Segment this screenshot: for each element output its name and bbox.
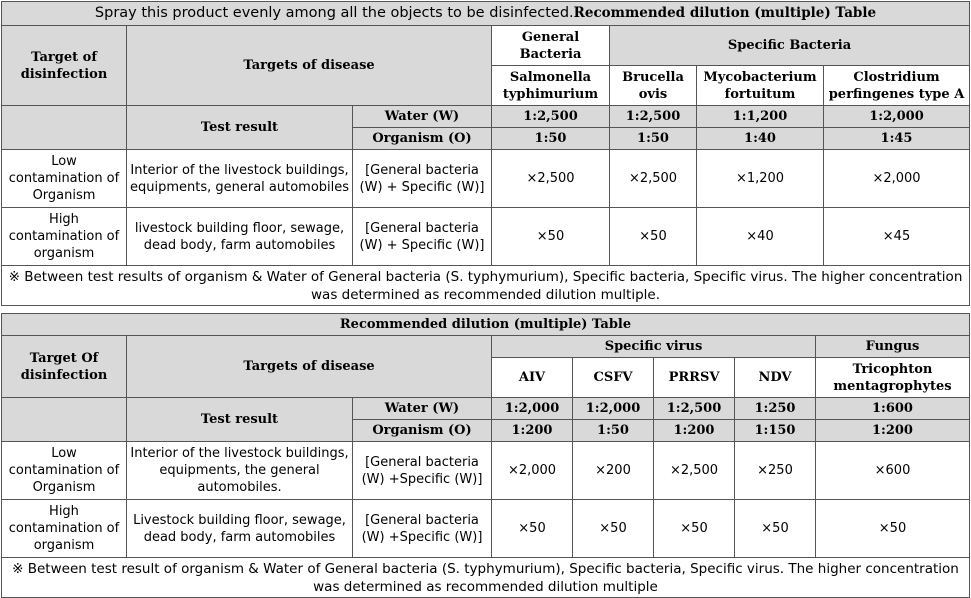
row-target: Low contamination of Organism [2, 442, 127, 500]
test-result-blank [2, 106, 127, 150]
row-value: ×2,000 [824, 150, 970, 208]
col-brucella: Brucella ovis [610, 66, 697, 106]
col-clostridium: Clostridium perfingenes type A [824, 66, 970, 106]
organism-label: Organism (O) [353, 128, 492, 150]
water-value: 1:2,000 [492, 398, 573, 420]
table2-title: Recommended dilution (multiple) Table [2, 314, 970, 336]
water-value: 1:2,500 [492, 106, 610, 128]
table-row [2, 150, 970, 208]
row-value: ×1,200 [697, 150, 824, 208]
row-value: ×50 [816, 500, 970, 558]
table2-footnote: ※ Between test result of organism & Water of General bacteria (S. typhymurium), Specific bacteria, Specific virus. The higher concentration was determined as recommended dilution multiple [2, 558, 970, 598]
row-basis: [General bacteria (W) +Specific (W)] [353, 500, 492, 558]
row-value: ×50 [492, 208, 610, 266]
organism-value: 1:50 [492, 128, 610, 150]
row-value: ×250 [735, 442, 816, 500]
specific-virus-header: Specific virus [492, 336, 816, 358]
organism-value: 1:45 [824, 128, 970, 150]
row-value: ×50 [654, 500, 735, 558]
water-value: 1:2,500 [610, 106, 697, 128]
water-value: 1:2,000 [573, 398, 654, 420]
row-value: ×2,000 [492, 442, 573, 500]
water-value: 1:1,200 [697, 106, 824, 128]
test-result-blank [2, 398, 127, 442]
general-bacteria-header: General Bacteria [492, 26, 610, 66]
fungus-header: Fungus [816, 336, 970, 358]
row-value: ×45 [824, 208, 970, 266]
dilution-table-virus-fungus [1, 313, 970, 598]
table1-title: Spray this product evenly among all the objects to be disinfected.Recommended dilution (multiple) Table [2, 2, 970, 26]
row-value: ×50 [735, 500, 816, 558]
col-aiv: AIV [492, 358, 573, 398]
target-of-disinfection-header: Target Of disinfection [2, 336, 127, 398]
row-target: High contamination of organism [2, 500, 127, 558]
row-value: ×40 [697, 208, 824, 266]
row-basis: [General bacteria (W) + Specific (W)] [353, 150, 492, 208]
row-disease: Interior of the livestock buildings, equipments, general automobiles [127, 150, 353, 208]
organism-value: 1:200 [816, 420, 970, 442]
row-value: ×50 [492, 500, 573, 558]
col-prrsv: PRRSV [654, 358, 735, 398]
water-value: 1:2,500 [654, 398, 735, 420]
organism-value: 1:200 [654, 420, 735, 442]
col-mycobacterium: Mycobacterium fortuitum [697, 66, 824, 106]
table-row [2, 442, 970, 500]
row-basis: [General bacteria (W) +Specific (W)] [353, 442, 492, 500]
col-tricophton: Tricophton mentagrophytes [816, 358, 970, 398]
row-value: ×2,500 [610, 150, 697, 208]
water-value: 1:600 [816, 398, 970, 420]
test-result-label: Test result [127, 398, 353, 442]
water-label: Water (W) [353, 398, 492, 420]
col-csfv: CSFV [573, 358, 654, 398]
row-basis: [General bacteria (W) + Specific (W)] [353, 208, 492, 266]
organism-value: 1:50 [610, 128, 697, 150]
row-disease: livestock building floor, sewage, dead body, farm automobiles [127, 208, 353, 266]
water-value: 1:2,000 [824, 106, 970, 128]
table-row [2, 500, 970, 558]
water-label: Water (W) [353, 106, 492, 128]
organism-value: 1:50 [573, 420, 654, 442]
table1-footnote: ※ Between test results of organism & Water of General bacteria (S. typhymurium), Specific bacteria, Specific virus. The higher concentration was determined as recommended dilution multiple. [2, 266, 970, 306]
table-row [2, 208, 970, 266]
col-salmonella: Salmonella typhimurium [492, 66, 610, 106]
row-value: ×2,500 [492, 150, 610, 208]
row-value: ×2,500 [654, 442, 735, 500]
organism-value: 1:150 [735, 420, 816, 442]
row-value: ×600 [816, 442, 970, 500]
test-result-label: Test result [127, 106, 353, 150]
water-value: 1:250 [735, 398, 816, 420]
targets-of-disease-header: Targets of disease [127, 336, 492, 398]
specific-bacteria-header: Specific Bacteria [610, 26, 970, 66]
row-disease: Interior of the livestock buildings, equipments, the general automobiles. [127, 442, 353, 500]
target-of-disinfection-header: Target of disinfection [2, 26, 127, 106]
organism-value: 1:200 [492, 420, 573, 442]
row-value: ×200 [573, 442, 654, 500]
row-value: ×50 [573, 500, 654, 558]
row-value: ×50 [610, 208, 697, 266]
targets-of-disease-header: Targets of disease [127, 26, 492, 106]
row-target: Low contamination of Organism [2, 150, 127, 208]
row-disease: Livestock building floor, sewage, dead body, farm automobiles [127, 500, 353, 558]
row-target: High contamination of organism [2, 208, 127, 266]
col-ndv: NDV [735, 358, 816, 398]
dilution-table-bacteria [1, 1, 970, 306]
organism-value: 1:40 [697, 128, 824, 150]
organism-label: Organism (O) [353, 420, 492, 442]
